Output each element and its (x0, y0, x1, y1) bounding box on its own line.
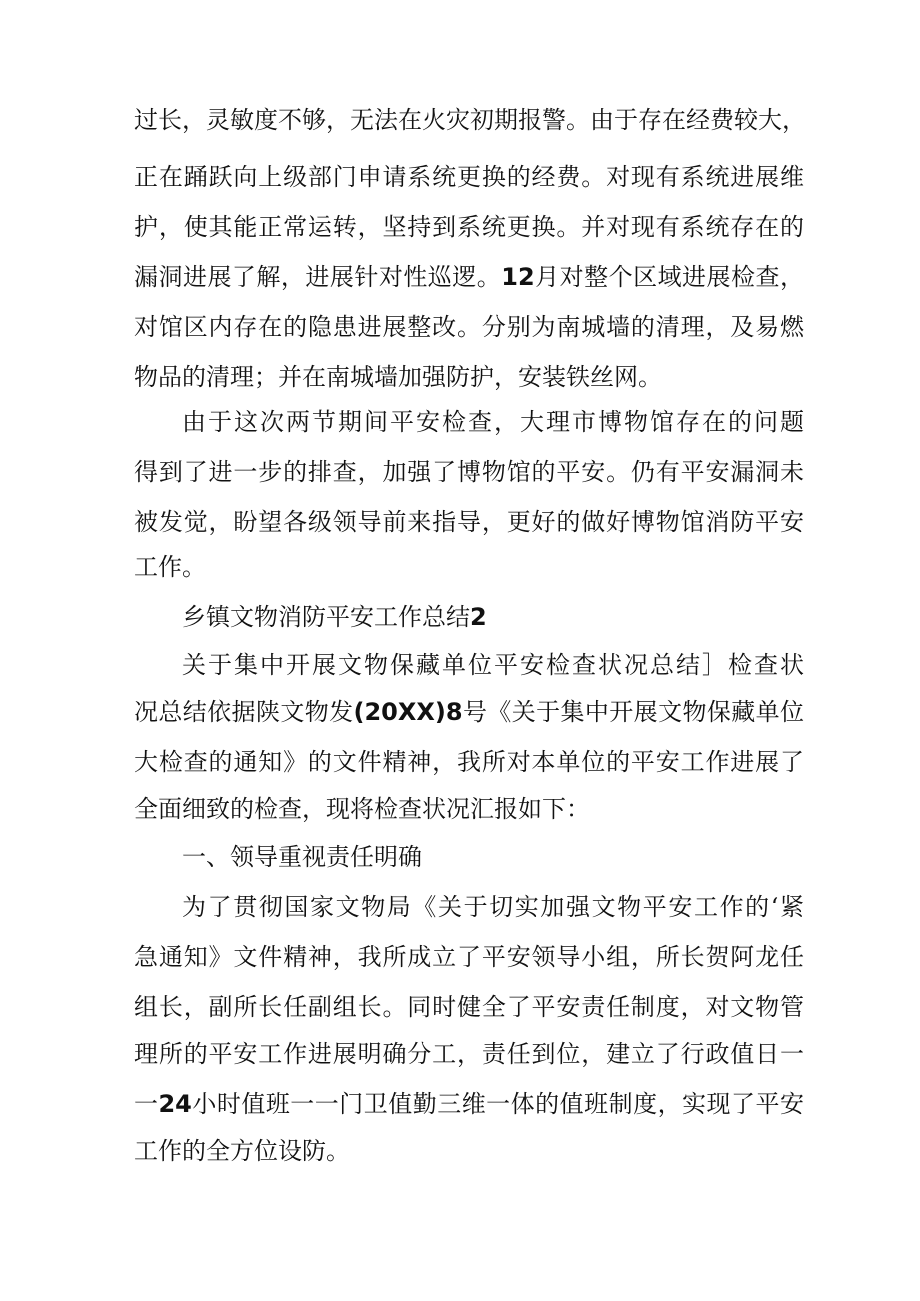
text-line: 由于这次两节期间平安检查，大理市博物馆存在的问题 (182, 408, 804, 436)
text-segment: 漏洞进展了解，进展针对性巡逻。 (134, 263, 502, 291)
text-line: 大检查的通知》的文件精神，我所对本单位的平安工作进展了 (134, 748, 804, 776)
text-segment: 小时值班一一门卫值勤三维一体的值班制度，实现了平安 (191, 1090, 804, 1118)
heading-1: 一、领导重视责任明确 (182, 843, 422, 871)
text-line: 得到了进一步的排查，加强了博物馆的平安。仍有平安漏洞未 (134, 458, 804, 486)
text-line: 过长，灵敏度不够，无法在火灾初期报警。由于存在经费较大， (134, 106, 806, 134)
text-line: 工作的全方位设防。 (134, 1137, 350, 1165)
text-line: 全面细致的检查，现将检查状况汇报如下： (134, 795, 590, 823)
section-title (182, 597, 804, 637)
text-line: 组长，副所长任副组长。同时健全了平安责任制度，对文物管 (134, 993, 804, 1021)
text-segment: 号《关于集中开展文物保藏单位 (462, 698, 805, 726)
text-line: 护，使其能正常运转，坚持到系统更换。并对现有系统存在的 (134, 213, 804, 241)
text-line (134, 257, 804, 297)
text-line: 对馆区内存在的隐患进展整改。分别为南城墙的清理，及易燃 (134, 313, 804, 341)
text-segment: 况总结依据陕文物发 (134, 698, 354, 726)
number-12: 12 (501, 263, 535, 291)
number-24: 24 (158, 1090, 192, 1118)
text-line (134, 692, 804, 732)
text-line: 理所的平安工作进展明确分工，责任到位，建立了行政值日一 (134, 1040, 804, 1068)
text-line: 正在踊跃向上级部门申请系统更换的经费。对现有系统进展维 (134, 163, 804, 191)
text-line: 被发觉，盼望各级领导前来指导，更好的做好博物馆消防平安 (134, 508, 804, 536)
text-line: 物品的清理；并在南城墙加强防护，安装铁丝网。 (134, 363, 662, 391)
text-segment: 月对整个区域进展检查， (534, 263, 804, 291)
text-line: 为了贯彻国家文物局《关于切实加强文物平安工作的‘紧 (182, 893, 804, 921)
section-title-text: 乡镇文物消防平安工作总结 (182, 603, 470, 631)
text-line (134, 1084, 804, 1124)
text-line: 工作。 (134, 553, 206, 581)
text-segment: 一 (134, 1090, 159, 1118)
text-line: 关于集中开展文物保藏单位平安检查状况总结］检查状 (182, 651, 804, 679)
section-title-number: 2 (470, 603, 487, 631)
document-number: (20XX)8 (353, 698, 463, 726)
text-line: 急通知》文件精神，我所成立了平安领导小组，所长贺阿龙任 (134, 943, 804, 971)
